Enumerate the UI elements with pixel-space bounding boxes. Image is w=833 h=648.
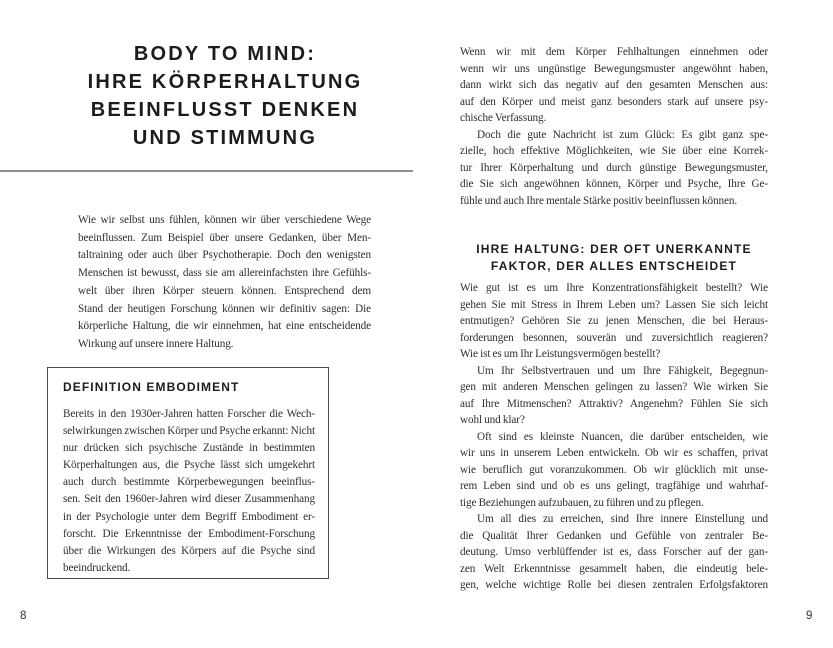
paragraph: Doch die gute Nachricht ist zum Glück: Es gibt ganz spe- zielle, hoch effektive Möglichkeiten, wie Sie über eine Korrek- tur Ihrer Körperhaltung und durch günstige Bewegungsmuster, die Sie sich angewöhnen können, Körper und Psyche, Ihre Ge- fühle und auch Ihre mentale Stärke positiv beeinflussen können.	[460, 128, 768, 207]
title-divider	[0, 170, 413, 172]
paragraph: Oft sind es kleinste Nuancen, die darüber entscheiden, wie wir uns in unserem Leben entwickeln. Ob wir es schaffen, privat wie beruflich gut voranzukommen. Ob wir glücklich mit unse- rem Leben sind und ob es uns gelingt, tragfähige und wahrhaf- tige Beziehungen aufzubauen, zu führen und zu pflegen.	[460, 430, 768, 509]
definition-box-heading: DEFINITION EMBODIMENT	[63, 380, 240, 394]
right-page	[417, 0, 833, 648]
paragraph: Um Ihr Selbstvertrauen und um Ihre Fähigkeit, Begegnun- gen mit anderen Menschen gelingen zu lassen? Wie wirken Sie auf Ihre Mitmenschen? Attraktiv? Angenehm? Fühlen Sie sich wohl und klar?	[460, 364, 768, 426]
paragraph: Wenn wir mit dem Körper Fehlhaltungen einnehmen oder wenn wir uns ungünstige Bewegungsmuster angewöhnt haben, dann wirkt sich das negativ auf den gesamten Menschen aus: auf den Körper und meist ganz besonders stark auf unsere psy- chische Verfassung.	[460, 46, 768, 124]
paragraph: Wie gut ist es um Ihre Konzentrationsfähigkeit bestellt? Wie gehen Sie mit Stress in Ihrem Leben um? Lassen Sie sich leicht entmutigen? Gehören Sie zu jenen Menschen, die bei Heraus- forderungen besonnen, souverän und zuversichtlich reagieren? Wie ist es um Ihr Leistungsvermögen bestellt?	[460, 282, 768, 360]
chapter-title: BODY TO MIND: IHRE KÖRPERHALTUNG BEEINFLUSST DENKEN UND STIMMUNG	[87, 43, 363, 149]
page-number-right: 9	[806, 610, 813, 622]
section-heading: IHRE HALTUNG: DER OFT UNERKANNTE FAKTOR, DER ALLES ENTSCHEIDET	[476, 242, 752, 273]
definition-box-body: Bereits in den 1930er-Jahren hatten Forscher die Wech- selwirkungen zwischen Körper und Psyche erkannt: Nicht nur drücken sich psychische Zustände in bestimmten Körperhaltungen aus, die Psyche lässt sich umgekehrt auch durch bestimmte Körperbewegungen beeinflus- sen. Seit den 1960er-Jahren wird dieser Zusammenhang in der Psychologie unter dem Begriff Embodiment er- forscht. Die Erkenntnisse der Embodiment-Forschung über die Wirkungen des Körpers auf die Psyche sind beeindruckend.	[63, 408, 315, 574]
page-number-left: 8	[20, 610, 27, 622]
intro-paragraph: Wie wir selbst uns fühlen, können wir über verschiedene Wege beeinflussen. Zum Beispiel über unsere Gedanken, über Men- taltraining oder auch über Psychotherapie. Doch den wenigsten Menschen ist bewusst, dass sie am allereinfachsten ihre Gefühls- welt über ihren Körper steuern können. Entsprechend dem Stand der heutigen Forschung können wir definitiv sagen: Die körperliche Haltung, die wir einnehmen, hat eine entscheidende Wirkung auf unsere innere Haltung.	[78, 214, 371, 350]
paragraph: Um all dies zu erreichen, sind Ihre innere Einstellung und die Qualität Ihrer Gedanken und Gefühle von zentraler Be- deutung. Umso verblüffender ist es, dass Forscher auf der gan- zen Welt Erkenntnisse gesammelt haben, die eindeutig bele- gen, welche wichtige Rolle bei diesen zentralen Erfolgsfaktoren	[460, 513, 768, 591]
definition-box	[47, 367, 329, 579]
right-text-column	[460, 44, 768, 594]
